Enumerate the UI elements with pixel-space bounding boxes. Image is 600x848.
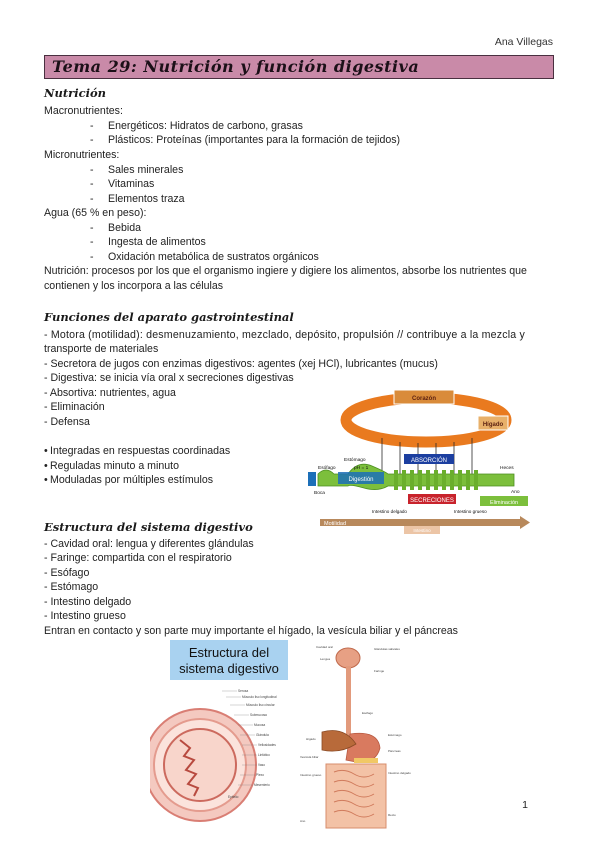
list-item-dash: - <box>90 120 94 132</box>
list-item: - Estómago <box>44 581 99 593</box>
gut-wall-mucosa <box>164 729 236 801</box>
esophagus-tube <box>346 666 351 736</box>
wall-label: Serosa <box>238 689 249 693</box>
author-name: Ana Villegas <box>494 36 553 48</box>
section-heading-estructura: Estructura del sistema digestivo <box>44 520 253 534</box>
organ-label: Faringe <box>374 669 385 673</box>
feces-label: Heces <box>500 466 514 471</box>
mouth-label: Boca <box>314 491 325 496</box>
list-item: - Absortiva: nutrientes, agua <box>44 387 176 399</box>
list-item: Plásticos: Proteínas (importantes para la formación de tejidos) <box>108 134 401 146</box>
small-intestine-label: Intestino delgado <box>372 509 407 514</box>
large-intestine-frame <box>326 764 386 828</box>
wall-label: Epitelio <box>228 795 239 799</box>
organ-label: Esófago <box>362 711 374 715</box>
list-item-dash: - <box>90 164 94 176</box>
paragraph-line: contienen y los incorpora a las células <box>44 280 224 292</box>
list-item: Energéticos: Hidratos de carbono, grasas <box>108 120 303 132</box>
absorption-label: ABSORCIÓN <box>410 458 448 464</box>
organ-label: Intestino grueso <box>300 773 322 777</box>
list-item: - Secretora de jugos con enzimas digestivos: agentes (xej HCl), lubricantes (mucus) <box>44 358 438 370</box>
list-item-dash: - <box>90 236 94 248</box>
figure-title-line1: Estructura del <box>188 645 270 660</box>
organ-label: Ano <box>300 819 306 823</box>
gi-functions-diagram <box>308 386 530 538</box>
intestine-tag-label: Intestino <box>413 528 431 533</box>
mouth-region <box>336 648 360 668</box>
section-heading-funciones: Funciones del aparato gastrointestinal <box>44 310 294 324</box>
list-item-dash: - <box>90 251 94 263</box>
list-item: - Intestino grueso <box>44 610 126 622</box>
list-item-dash: - <box>90 134 94 146</box>
list-item: Elementos traza <box>108 193 185 205</box>
organ-label: Vesícula biliar <box>300 755 319 759</box>
pancreas-shape <box>354 758 378 763</box>
wall-label: Submucosa <box>250 713 267 717</box>
heart-label: Corazón <box>412 396 436 402</box>
organ-label: Páncreas <box>388 749 401 753</box>
list-item: Bebida <box>108 222 141 234</box>
page-number: 1 <box>522 799 528 811</box>
wall-label: Vaso <box>258 763 266 767</box>
stomach-label: Estómago <box>344 458 366 463</box>
micro-label: Micronutrientes: <box>44 149 120 161</box>
list-item: - Defensa <box>44 416 90 428</box>
organ-label: Hígado <box>306 737 316 741</box>
wall-label: Músculo liso circular <box>246 703 275 707</box>
list-item: - Digestiva: se inicia vía oral x secreciones digestivas <box>44 372 294 384</box>
mouth-box <box>308 472 316 486</box>
paragraph-line: Nutrición: procesos por los que el organismo ingiere y digiere los alimentos, absorbe los nutrientes que <box>44 265 527 277</box>
figure-title-line2: sistema digestivo <box>179 661 279 676</box>
list-item: - Faringe: compartida con el respiratorio <box>44 552 232 564</box>
list-item: Sales minerales <box>108 164 184 176</box>
list-item: Reguladas minuto a minuto <box>50 460 179 472</box>
liver-label: Hígado <box>482 422 504 428</box>
bullet-dot: • <box>44 474 48 486</box>
list-item-dash: - <box>90 222 94 234</box>
section-heading-nutricion: Nutrición <box>44 86 107 100</box>
list-item: Oxidación metabólica de sustratos orgánicos <box>108 251 319 263</box>
motility-bar <box>320 519 520 526</box>
organ-label: Estómago <box>388 733 402 737</box>
list-item: Moduladas por múltiples estímulos <box>50 474 214 486</box>
list-item: Integradas en respuestas coordinadas <box>50 445 231 457</box>
large-intestine-label: Intestino grueso <box>454 509 487 514</box>
list-item: - Eliminación <box>44 401 105 413</box>
ph-label: pH = 1 <box>354 466 369 471</box>
wall-label: Linfático <box>258 753 270 757</box>
list-item-dash: - <box>90 193 94 205</box>
digestive-structure-figure <box>150 640 420 840</box>
page-title: Tema 29: Nutrición y función digestiva <box>52 57 420 76</box>
list-item: - Cavidad oral: lengua y diferentes glándulas <box>44 538 254 550</box>
motility-arrow-head <box>520 516 530 529</box>
elimination-label: Eliminación <box>489 500 519 506</box>
list-item: Vitaminas <box>108 178 155 190</box>
paragraph-line: transporte de materiales <box>44 343 159 355</box>
organ-label: Recto <box>388 813 396 817</box>
secretions-label: SECRECIONES <box>410 498 454 504</box>
wall-label: Glándula <box>256 733 269 737</box>
bullet-dot: • <box>44 460 48 472</box>
organ-label: Glándulas salivales <box>374 647 400 651</box>
anus-label: Ano <box>511 490 520 495</box>
list-item: - Intestino delgado <box>44 596 132 608</box>
paragraph-line: Entran en contacto y son parte muy importante el hígado, la vesícula biliar y el páncreas <box>44 625 458 637</box>
bullet-dot: • <box>44 445 48 457</box>
digestion-label: Digestión <box>348 477 374 483</box>
list-item: - Esófago <box>44 567 90 579</box>
wall-label: Músculo liso longitudinal <box>242 695 277 699</box>
wall-label: Plexo <box>256 773 264 777</box>
organ-label: Intestino delgado <box>388 771 411 775</box>
macro-label: Macronutrientes: <box>44 105 123 117</box>
esophagus-label: Esófago <box>318 466 336 471</box>
paragraph-line: - Motora (motilidad): desmenuzamiento, mezclado, depósito, propulsión // contribuye a la mezcla y <box>44 329 526 341</box>
list-item-dash: - <box>90 178 94 190</box>
agua-label: Agua (65 % en peso): <box>44 207 147 219</box>
list-item: Ingesta de alimentos <box>108 236 206 248</box>
motility-label: Motilidad <box>324 521 347 527</box>
wall-label: Mucosa <box>254 723 266 727</box>
wall-label: Mesenterio <box>254 783 270 787</box>
wall-label: Vellosidades <box>258 743 276 747</box>
organ-label: Cavidad oral <box>316 645 333 649</box>
organ-label: Lengua <box>320 657 331 661</box>
